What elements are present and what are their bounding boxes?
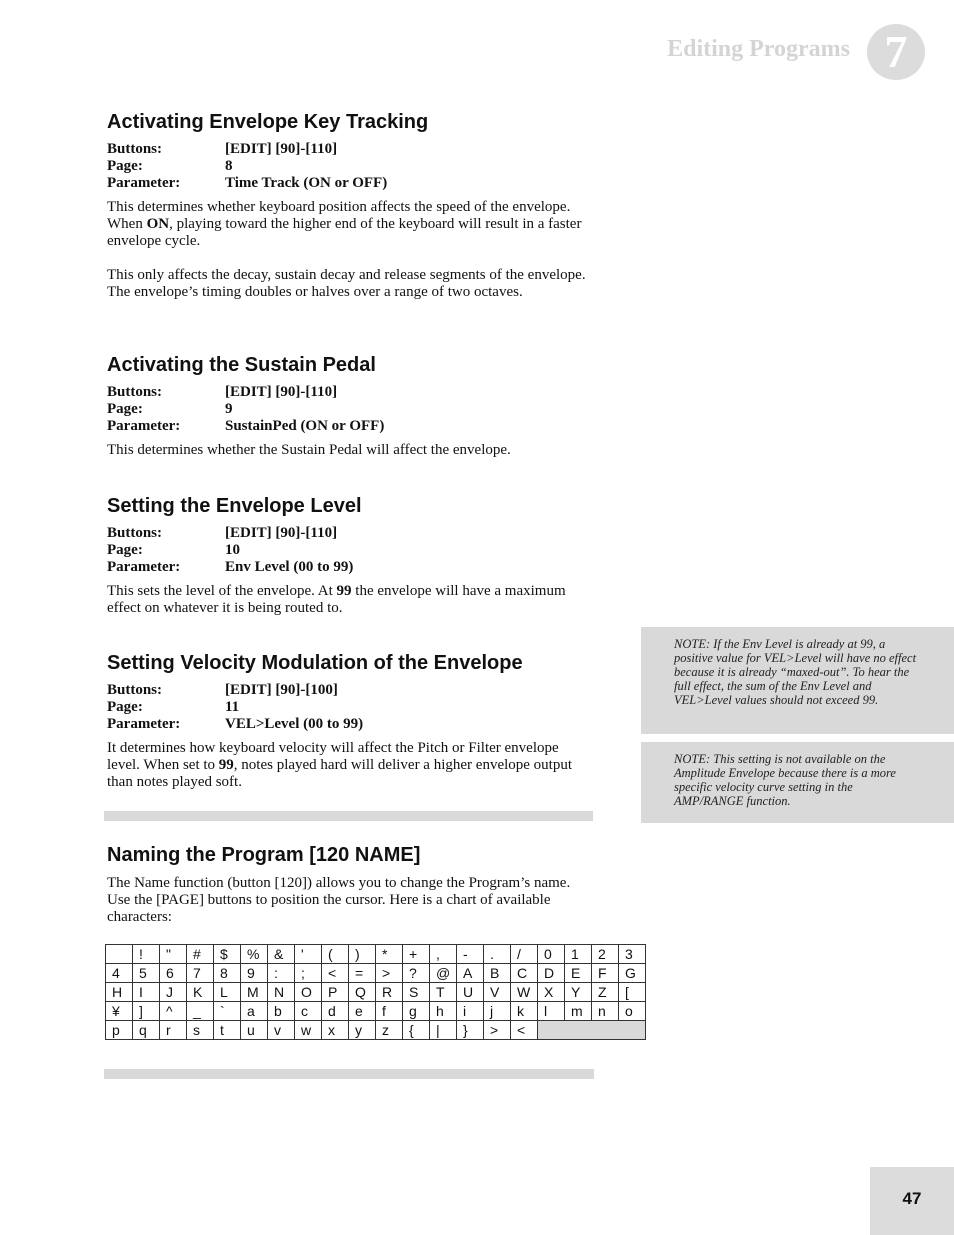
char-cell: p <box>106 1021 133 1040</box>
char-cell: R <box>376 983 403 1002</box>
table-row <box>106 1002 646 1021</box>
param-parameter: Parameter: Env Level (00 to 99) <box>107 559 354 575</box>
char-cell: f <box>376 1002 403 1021</box>
char-cell: Y <box>565 983 592 1002</box>
char-cell: z <box>376 1021 403 1040</box>
char-cell: j <box>484 1002 511 1021</box>
char-cell: 3 <box>619 945 646 964</box>
char-cell: C <box>511 964 538 983</box>
note-env-level: NOTE: If the Env Level is already at 99, a positive value for VEL>Level will have no effect because it is already “maxed-out”. To hear the full effect, the sum of the Env Level and VEL>Level values should not exceed 99. <box>641 627 954 734</box>
char-cell: W <box>511 983 538 1002</box>
char-cell: U <box>457 983 484 1002</box>
char-cell: v <box>268 1021 295 1040</box>
char-cell: & <box>268 945 295 964</box>
char-cell: $ <box>214 945 241 964</box>
char-cell: ! <box>133 945 160 964</box>
table-row <box>106 983 646 1002</box>
char-cell: # <box>187 945 214 964</box>
body-paragraph: This determines whether keyboard position affects the speed of the envelope. When ON, playing toward the higher end of the keyboard will result in a faster envelope cycle. <box>107 199 582 249</box>
char-cell: " <box>160 945 187 964</box>
char-cell: N <box>268 983 295 1002</box>
header-title: Editing Programs <box>667 36 850 62</box>
section-naming-program <box>107 843 597 926</box>
char-cell: X <box>538 983 565 1002</box>
body-paragraph: The Name function (button [120]) allows you to change the Program’s name. Use the [PAGE] buttons to position the cursor. Here is a chart of available characters: <box>107 875 571 925</box>
section-divider <box>104 1069 594 1079</box>
chapter-badge: 7 <box>867 24 925 80</box>
char-cell: n <box>592 1002 619 1021</box>
char-cell: J <box>160 983 187 1002</box>
section-heading: Naming the Program [120 NAME] <box>107 844 421 866</box>
param-parameter: Parameter: Time Track (ON or OFF) <box>107 175 388 191</box>
char-cell: @ <box>430 964 457 983</box>
char-cell: < <box>511 1021 538 1040</box>
char-cell: V <box>484 983 511 1002</box>
char-cell: ) <box>349 945 376 964</box>
char-cell: 0 <box>538 945 565 964</box>
char-cell: P <box>322 983 349 1002</box>
char-cell: ] <box>133 1002 160 1021</box>
empty-cell <box>538 1021 646 1040</box>
table-row <box>106 1021 646 1040</box>
char-cell: A <box>457 964 484 983</box>
char-cell: g <box>403 1002 430 1021</box>
char-cell: _ <box>187 1002 214 1021</box>
body-paragraph: This determines whether the Sustain Pedal will affect the envelope. <box>107 442 511 458</box>
char-cell: 9 <box>241 964 268 983</box>
char-cell: H <box>106 983 133 1002</box>
char-cell: o <box>619 1002 646 1021</box>
char-cell: c <box>295 1002 322 1021</box>
char-cell: s <box>187 1021 214 1040</box>
char-cell: F <box>592 964 619 983</box>
char-cell: > <box>376 964 403 983</box>
char-cell: 4 <box>106 964 133 983</box>
char-cell: m <box>565 1002 592 1021</box>
body-paragraph: It determines how keyboard velocity will affect the Pitch or Filter envelope level. When set to 99, notes played hard will deliver a higher envelope output than notes played soft. <box>107 740 573 790</box>
char-cell: q <box>133 1021 160 1040</box>
char-cell: : <box>268 964 295 983</box>
character-chart <box>105 944 646 1040</box>
param-buttons: Buttons: [EDIT] [90]-[110] <box>107 525 338 541</box>
char-cell: k <box>511 1002 538 1021</box>
char-cell: M <box>241 983 268 1002</box>
char-cell: + <box>403 945 430 964</box>
body-paragraph: This only affects the decay, sustain decay and release segments of the envelope. The envelope’s timing doubles or halves over a range of two octaves. <box>107 267 586 300</box>
char-cell: < <box>322 964 349 983</box>
char-cell: Z <box>592 983 619 1002</box>
char-cell: , <box>430 945 457 964</box>
note-amplitude-envelope: NOTE: This setting is not available on the Amplitude Envelope because there is a more specific velocity curve setting in the AMP/RANGE function. <box>641 742 954 823</box>
char-cell <box>106 945 133 964</box>
char-cell: [ <box>619 983 646 1002</box>
char-cell: L <box>214 983 241 1002</box>
char-cell: 8 <box>214 964 241 983</box>
char-cell: S <box>403 983 430 1002</box>
char-cell: = <box>349 964 376 983</box>
section-divider <box>104 811 593 821</box>
char-cell: 5 <box>133 964 160 983</box>
section-heading: Activating Envelope Key Tracking <box>107 111 429 133</box>
page-number: 47 <box>870 1167 954 1235</box>
param-buttons: Buttons: [EDIT] [90]-[110] <box>107 141 338 157</box>
char-cell: ? <box>403 964 430 983</box>
char-cell: O <box>295 983 322 1002</box>
char-cell: { <box>403 1021 430 1040</box>
char-cell: 1 <box>565 945 592 964</box>
body-paragraph: This sets the level of the envelope. At 99 the envelope will have a maximum effect on whatever it is being routed to. <box>107 583 566 616</box>
char-cell: 6 <box>160 964 187 983</box>
char-cell: | <box>430 1021 457 1040</box>
section-heading: Setting the Envelope Level <box>107 495 362 517</box>
char-cell: > <box>484 1021 511 1040</box>
char-cell: x <box>322 1021 349 1040</box>
param-parameter: Parameter: VEL>Level (00 to 99) <box>107 716 364 732</box>
param-page: Page: 10 <box>107 542 240 558</box>
char-cell: I <box>133 983 160 1002</box>
table-row <box>106 945 646 964</box>
char-cell: ` <box>214 1002 241 1021</box>
char-cell: ¥ <box>106 1002 133 1021</box>
char-cell: E <box>565 964 592 983</box>
char-cell: D <box>538 964 565 983</box>
section-sustain-pedal <box>107 353 597 459</box>
char-cell: ^ <box>160 1002 187 1021</box>
char-cell: i <box>457 1002 484 1021</box>
char-cell: d <box>322 1002 349 1021</box>
param-buttons: Buttons: [EDIT] [90]-[110] <box>107 384 338 400</box>
char-cell: t <box>214 1021 241 1040</box>
char-cell: . <box>484 945 511 964</box>
char-cell: } <box>457 1021 484 1040</box>
char-cell: y <box>349 1021 376 1040</box>
char-cell: ' <box>295 945 322 964</box>
char-cell: u <box>241 1021 268 1040</box>
char-cell: % <box>241 945 268 964</box>
section-velocity-modulation <box>107 651 607 791</box>
char-cell: l <box>538 1002 565 1021</box>
char-cell: r <box>160 1021 187 1040</box>
char-cell: w <box>295 1021 322 1040</box>
param-page: Page: 11 <box>107 699 240 715</box>
char-cell: h <box>430 1002 457 1021</box>
char-cell: - <box>457 945 484 964</box>
char-cell: Q <box>349 983 376 1002</box>
section-envelope-key-tracking <box>107 110 597 301</box>
char-cell: a <box>241 1002 268 1021</box>
char-cell: e <box>349 1002 376 1021</box>
section-heading: Setting Velocity Modulation of the Envelope <box>107 652 523 674</box>
char-cell: b <box>268 1002 295 1021</box>
char-cell: B <box>484 964 511 983</box>
param-page: Page: 9 <box>107 401 233 417</box>
param-parameter: Parameter: SustainPed (ON or OFF) <box>107 418 385 434</box>
section-heading: Activating the Sustain Pedal <box>107 354 376 376</box>
char-cell: ( <box>322 945 349 964</box>
char-cell: / <box>511 945 538 964</box>
section-envelope-level <box>107 494 597 617</box>
char-cell: * <box>376 945 403 964</box>
char-cell: G <box>619 964 646 983</box>
char-cell: T <box>430 983 457 1002</box>
char-cell: K <box>187 983 214 1002</box>
param-page: Page: 8 <box>107 158 233 174</box>
table-row <box>106 964 646 983</box>
char-cell: 7 <box>187 964 214 983</box>
param-buttons: Buttons: [EDIT] [90]-[100] <box>107 682 338 698</box>
char-cell: 2 <box>592 945 619 964</box>
char-cell: ; <box>295 964 322 983</box>
